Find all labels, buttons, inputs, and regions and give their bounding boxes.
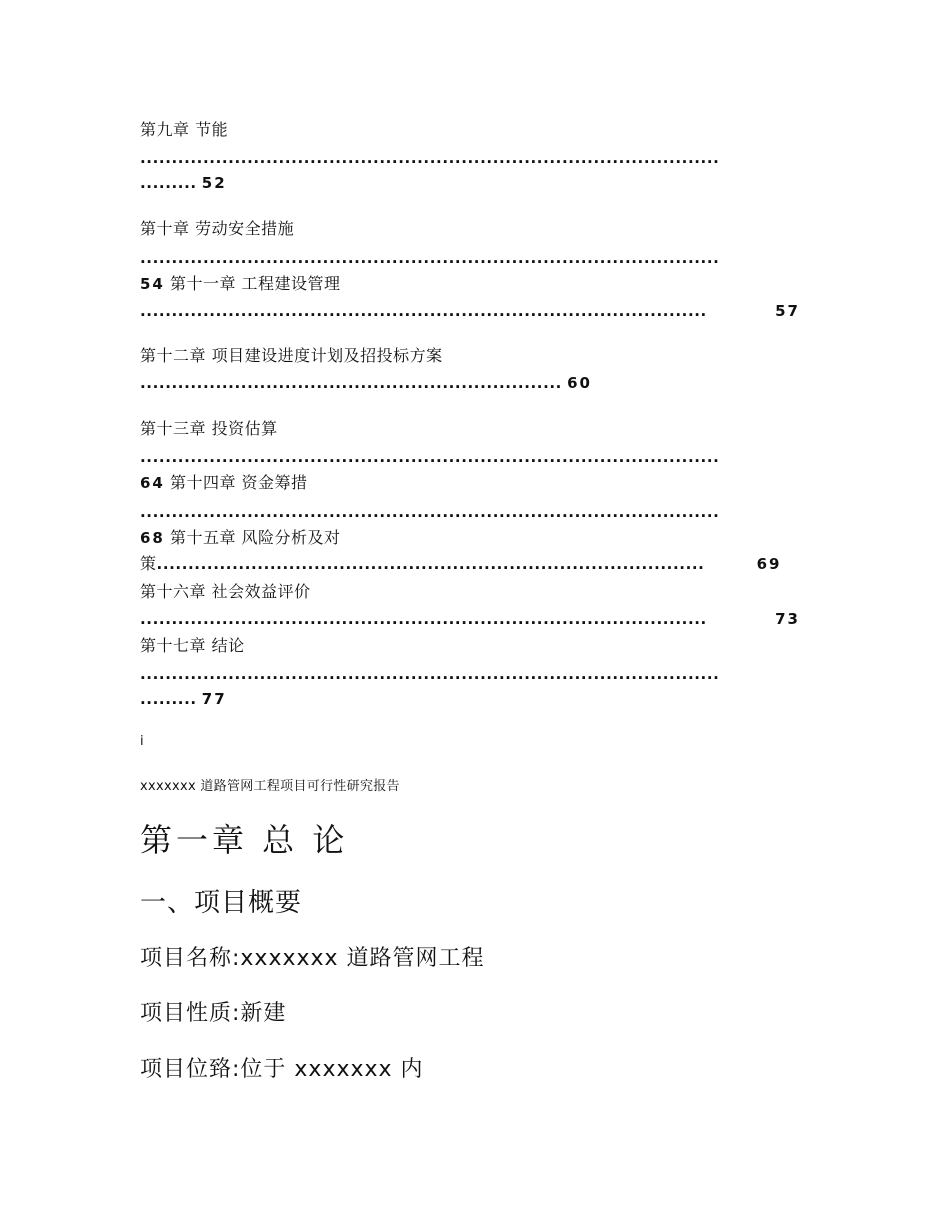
toc-entry-ch9-leader: ............................................................................................ — [140, 149, 720, 167]
section-heading: 一、项目概要 — [140, 888, 303, 918]
toc-page-number: 60 — [567, 374, 592, 392]
toc-page-number: 57 — [775, 302, 800, 320]
toc-entry-ch16-page-line — [140, 609, 808, 629]
toc-entry-ch9-page-line — [140, 173, 227, 193]
toc-page-number: 77 — [201, 690, 227, 708]
project-name-line: 项目名称:xxxxxxx 道路管网工程 — [140, 946, 485, 971]
toc-leader-dots: .......................................................................................... — [140, 610, 707, 628]
toc-entry-ch16-title: 第十六章 社会效益评价 — [140, 582, 311, 601]
toc-entry-ch9-title: 第九章 节能 — [140, 120, 229, 139]
toc-page-number: 69 — [756, 555, 782, 573]
toc-entry-ch13-leader: ............................................................................................ — [140, 448, 720, 466]
running-header: xxxxxxx 道路管网工程项目可行性研究报告 — [140, 779, 400, 794]
toc-entry-ch14-title: 第十四章 资金筹措 — [169, 473, 308, 492]
toc-entry-ch10-leader: ............................................................................................ — [140, 249, 720, 267]
chapter-heading: 第一章 总 论 — [140, 821, 349, 859]
toc-page-number: 54 — [140, 275, 165, 293]
toc-page-number: 73 — [775, 610, 800, 628]
toc-leader-dots: ....................................................................................... — [156, 555, 705, 573]
project-nature-line: 项目性质:新建 — [140, 1001, 287, 1026]
toc-leader-dots: ......... — [140, 174, 197, 192]
toc-leader-dots: ................................................................... — [140, 374, 562, 392]
toc-page-number: 52 — [201, 174, 227, 192]
toc-entry-ch10-title: 第十章 劳动安全措施 — [140, 219, 295, 238]
toc-entry-ch12-title: 第十二章 项目建设进度计划及招投标方案 — [140, 346, 443, 365]
toc-entry-ch15-title-cont: 策 — [140, 554, 157, 573]
toc-entry-ch15-line — [140, 528, 341, 548]
toc-entry-ch17-leader: ............................................................................................ — [140, 665, 720, 683]
toc-page-number: 68 — [140, 529, 165, 547]
project-location-line: 项目位臵:位于 xxxxxxx 内 — [140, 1057, 424, 1082]
toc-entry-ch14-line — [140, 473, 308, 493]
toc-entry-ch17-page-line — [140, 689, 227, 709]
toc-entry-ch11-page-line — [140, 301, 808, 321]
toc-entry-ch17-title: 第十七章 结论 — [140, 636, 245, 655]
toc-entry-ch11-line — [140, 274, 341, 294]
toc-entry-ch15-page-line — [140, 554, 781, 574]
toc-entry-ch13-title: 第十三章 投资估算 — [140, 419, 278, 438]
toc-leader-dots: ......... — [140, 690, 197, 708]
toc-page-number: 64 — [140, 474, 165, 492]
toc-entry-ch14-leader: ............................................................................................ — [140, 503, 720, 521]
toc-entry-ch12-page-line — [140, 373, 592, 393]
toc-entry-ch11-title: 第十一章 工程建设管理 — [169, 274, 341, 293]
toc-leader-dots: .......................................................................................... — [140, 302, 707, 320]
toc-entry-ch15-title: 第十五章 风险分析及对 — [169, 528, 341, 547]
page-number-roman: i — [140, 734, 144, 749]
